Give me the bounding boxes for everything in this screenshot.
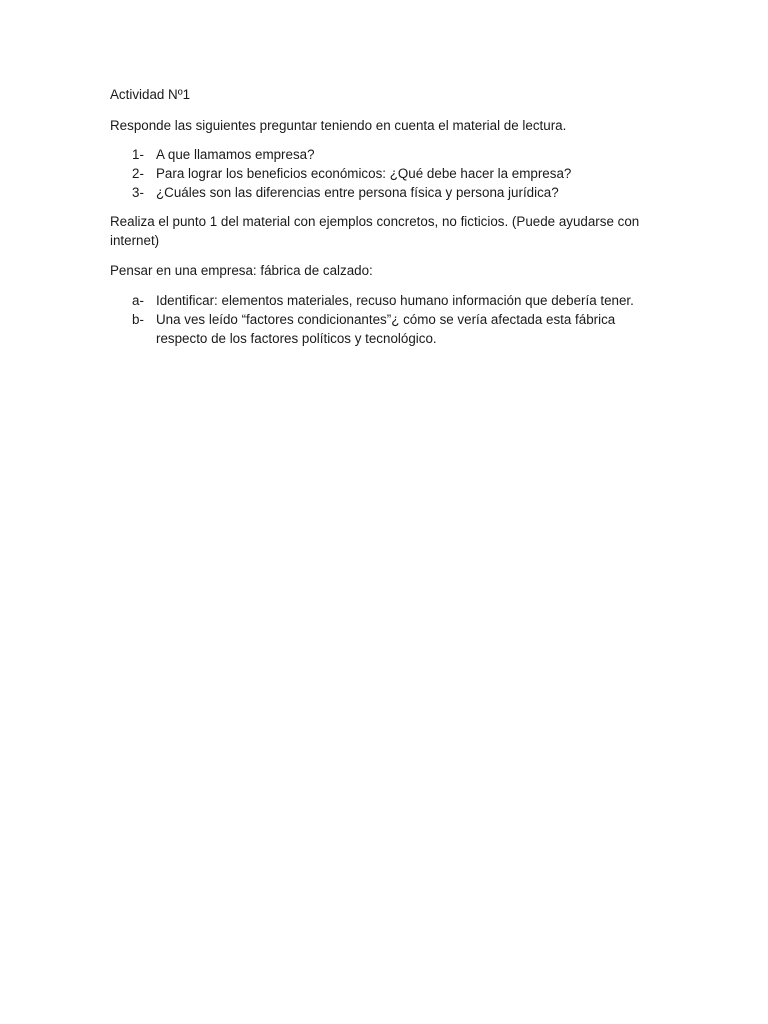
list-item [110,164,670,183]
instructions-text: Responde las siguientes preguntar teniendo en cuenta el material de lectura. [110,118,567,133]
activity-title: Actividad Nº1 [110,87,191,102]
list-marker: a- [132,293,144,308]
question-text: Para lograr los beneficios económicos: ¿Qué debe hacer la empresa? [156,166,572,181]
tasks-list [110,291,670,348]
questions-list [110,145,670,202]
task-text: Una ves leído “factores condicionantes”¿ cómo se vería afectada esta fábrica respecto de los factores políticos y tecnológico. [156,312,616,346]
list-item [110,291,670,310]
document-body [110,85,670,358]
list-marker: 2- [132,166,144,181]
question-text: ¿Cuáles son las diferencias entre persona física y persona jurídica? [156,185,559,200]
realiza-paragraph: Realiza el punto 1 del material con ejemplos concretos, no ficticios. (Puede ayudarse con internet) [110,214,640,248]
pensar-paragraph: Pensar en una empresa: fábrica de calzado: [110,263,373,278]
list-item [110,183,670,202]
list-item [110,310,670,348]
list-marker: 3- [132,185,144,200]
question-text: A que llamamos empresa? [156,147,315,162]
list-item [110,145,670,164]
task-text: Identificar: elementos materiales, recuso humano información que debería tener. [156,293,634,308]
list-marker: 1- [132,147,144,162]
list-marker: b- [132,312,144,327]
